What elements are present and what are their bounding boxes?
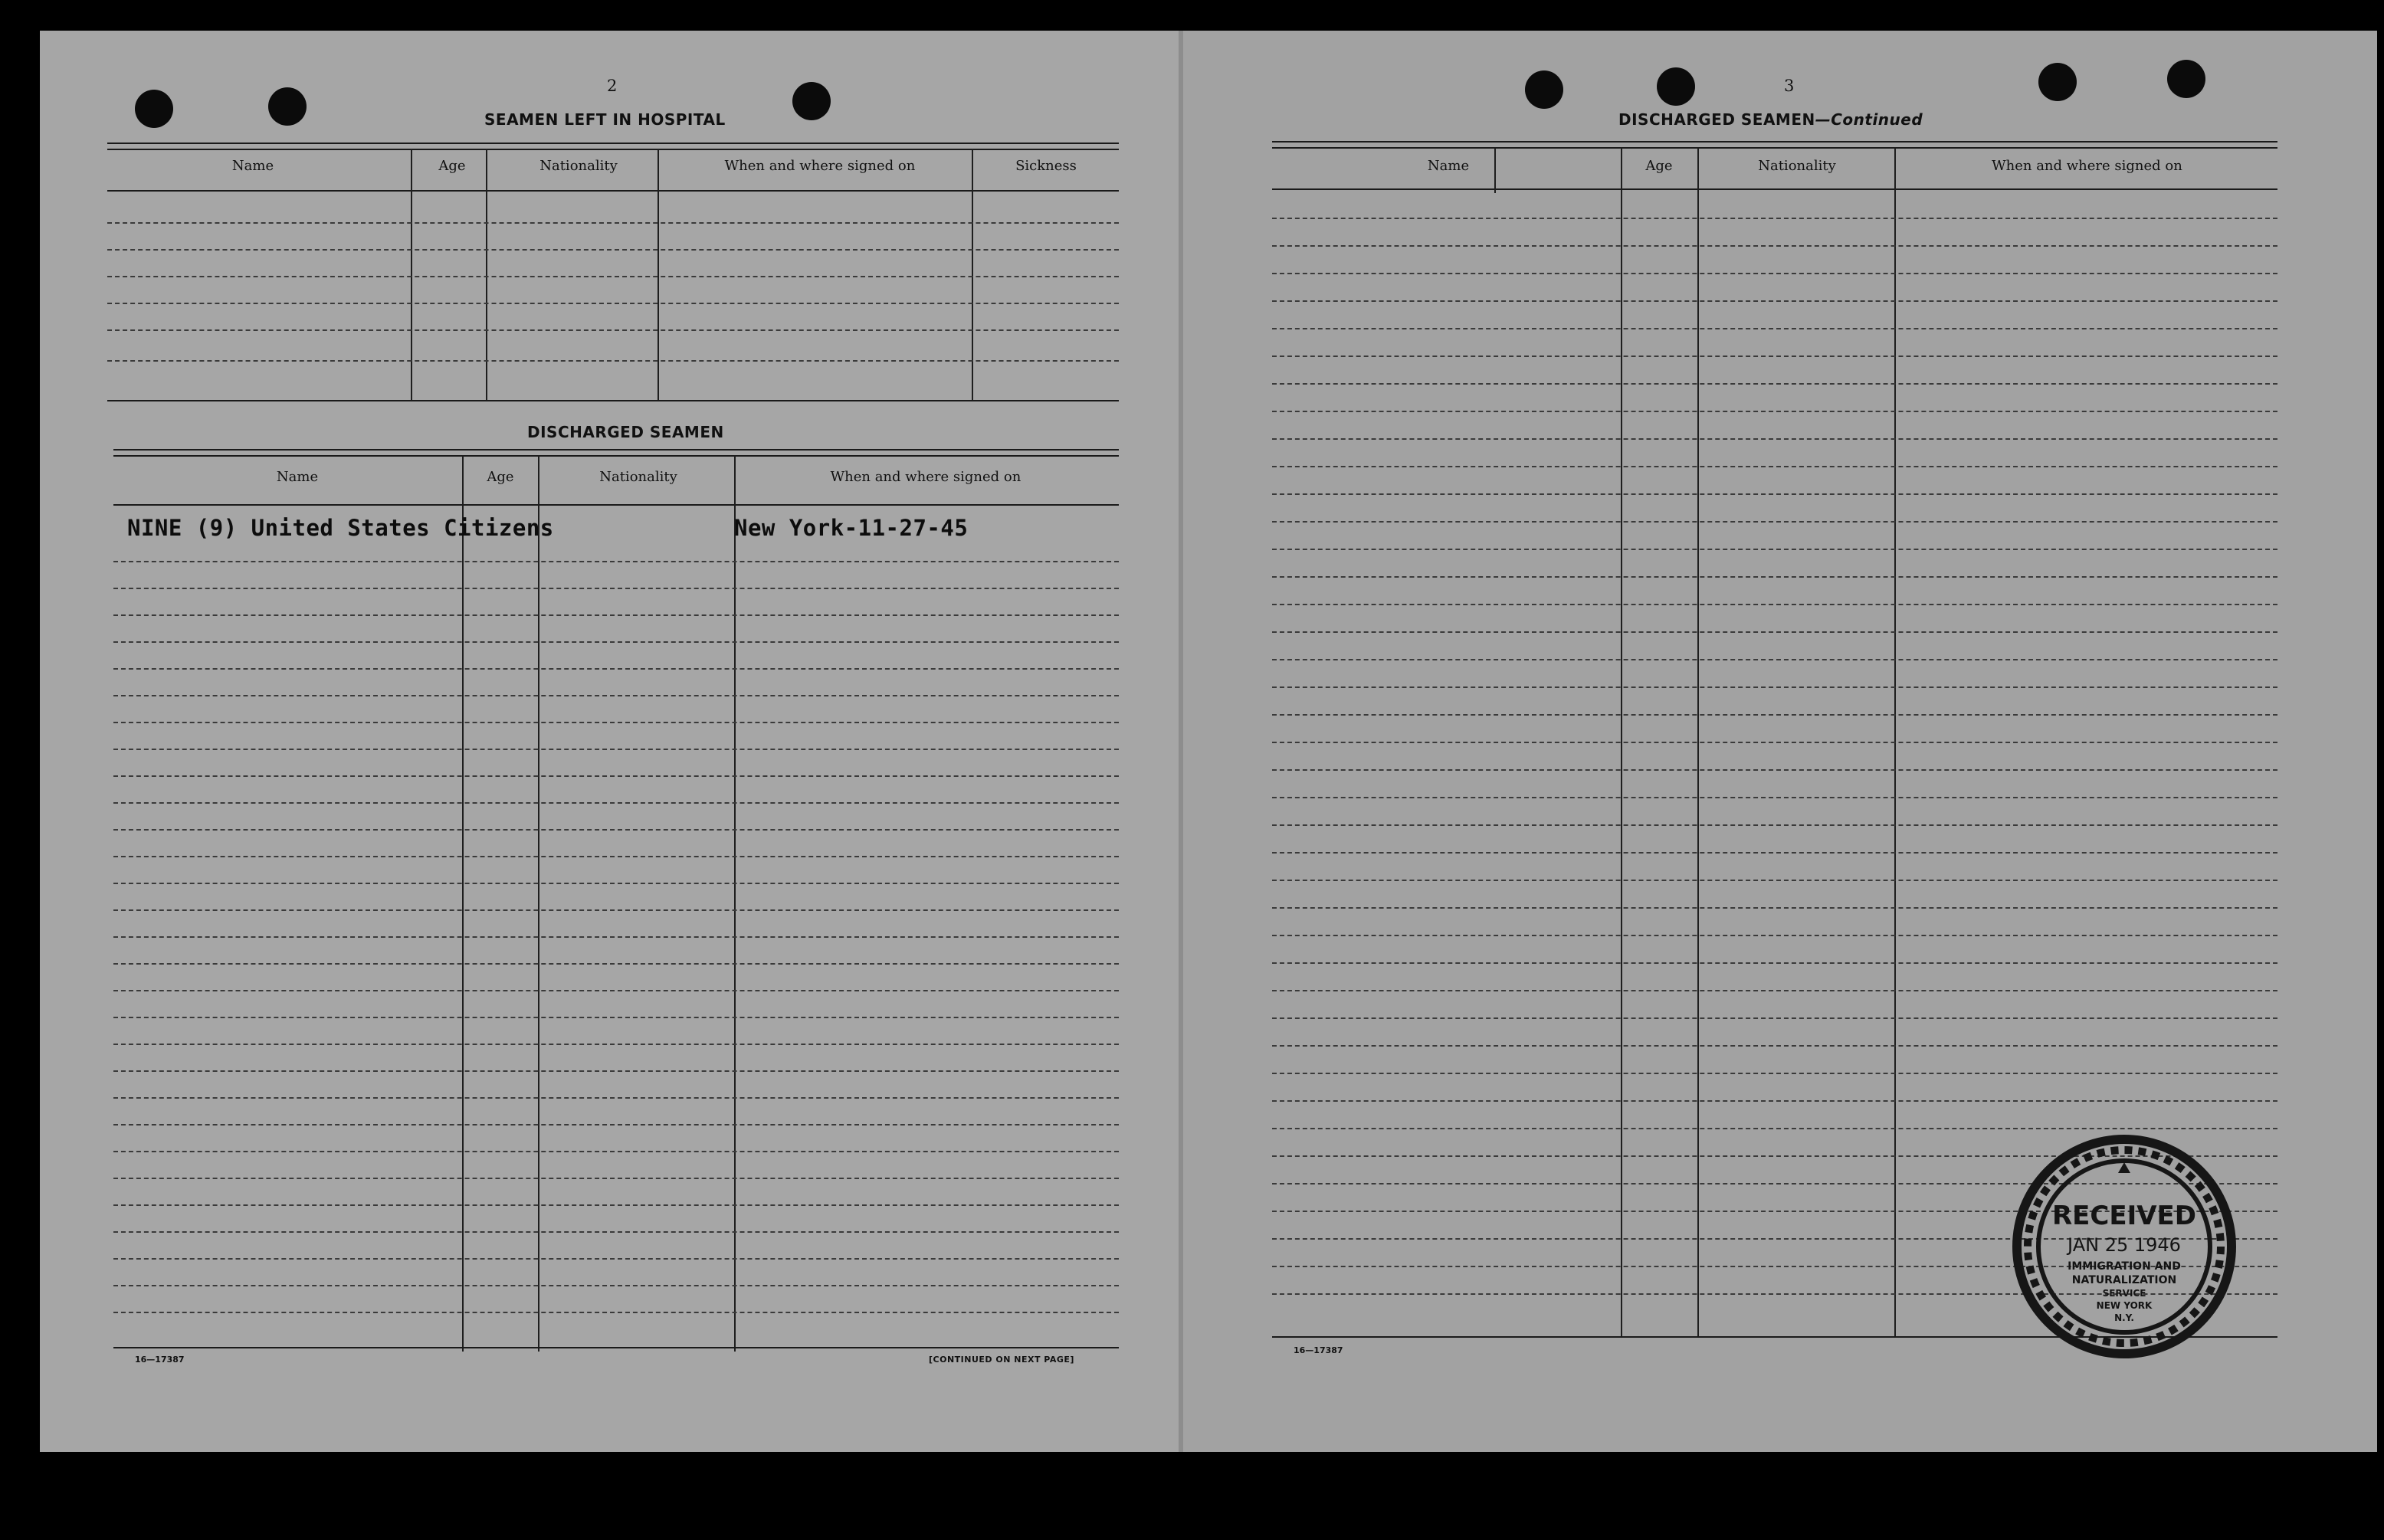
hospital-section-heading: SEAMEN LEFT IN HOSPITAL bbox=[484, 110, 726, 129]
hospital-col-age: Age bbox=[438, 158, 466, 174]
stamp-line2: NATURALIZATION bbox=[2071, 1274, 2177, 1286]
continued-note: [CONTINUED ON NEXT PAGE] bbox=[929, 1355, 1074, 1365]
received-stamp bbox=[2009, 1132, 2239, 1361]
discharged-continued-heading bbox=[1618, 110, 1923, 129]
discharged-col-name: Name bbox=[276, 469, 319, 485]
discharged-col-age: Age bbox=[487, 469, 514, 485]
stamp-line4: NEW YORK bbox=[2096, 1300, 2153, 1311]
stamp-title: RECEIVED bbox=[2052, 1201, 2196, 1231]
punch-hole bbox=[1657, 67, 1695, 106]
stamp-line5: N.Y. bbox=[2114, 1312, 2134, 1323]
discharged-col-signed-on: When and where signed on bbox=[830, 469, 1021, 485]
right-col-name: Name bbox=[1427, 158, 1470, 174]
right-col-age: Age bbox=[1645, 158, 1673, 174]
discharged-continued-title: DISCHARGED SEAMEN bbox=[1618, 110, 1815, 129]
punch-hole bbox=[2038, 63, 2077, 101]
hospital-col-signed-on: When and where signed on bbox=[724, 158, 916, 174]
hospital-col-nationality: Nationality bbox=[539, 158, 618, 174]
page-number-right: 3 bbox=[1784, 77, 1795, 95]
form-number-right: 16—17387 bbox=[1294, 1345, 1343, 1355]
punch-hole bbox=[135, 90, 173, 128]
hospital-col-name: Name bbox=[231, 158, 274, 174]
punch-hole bbox=[268, 87, 307, 126]
page-number-left: 2 bbox=[607, 77, 618, 95]
form-number-left: 16—17387 bbox=[135, 1355, 185, 1365]
discharged-col-nationality: Nationality bbox=[599, 469, 677, 485]
page-fold bbox=[1179, 31, 1183, 1452]
hospital-table bbox=[107, 138, 1119, 406]
right-col-signed-on: When and where signed on bbox=[1992, 158, 2182, 174]
discharged-table-left bbox=[113, 444, 1119, 1348]
right-col-nationality: Nationality bbox=[1758, 158, 1836, 174]
stamp-date: JAN 25 1946 bbox=[2068, 1234, 2181, 1256]
punch-hole bbox=[2167, 60, 2205, 98]
discharged-section-heading: DISCHARGED SEAMEN bbox=[527, 423, 724, 441]
punch-hole bbox=[1525, 70, 1563, 109]
hospital-col-sickness: Sickness bbox=[1015, 158, 1077, 174]
stamp-line3: SERVICE bbox=[2102, 1288, 2146, 1299]
typed-name-nationality: NINE (9) United States Citizens bbox=[127, 515, 554, 541]
typed-signed-on: New York-11-27-45 bbox=[734, 515, 969, 541]
stamp-line1: IMMIGRATION AND bbox=[2068, 1260, 2181, 1273]
punch-hole bbox=[792, 82, 831, 120]
continued-suffix: —Continued bbox=[1815, 110, 1923, 129]
